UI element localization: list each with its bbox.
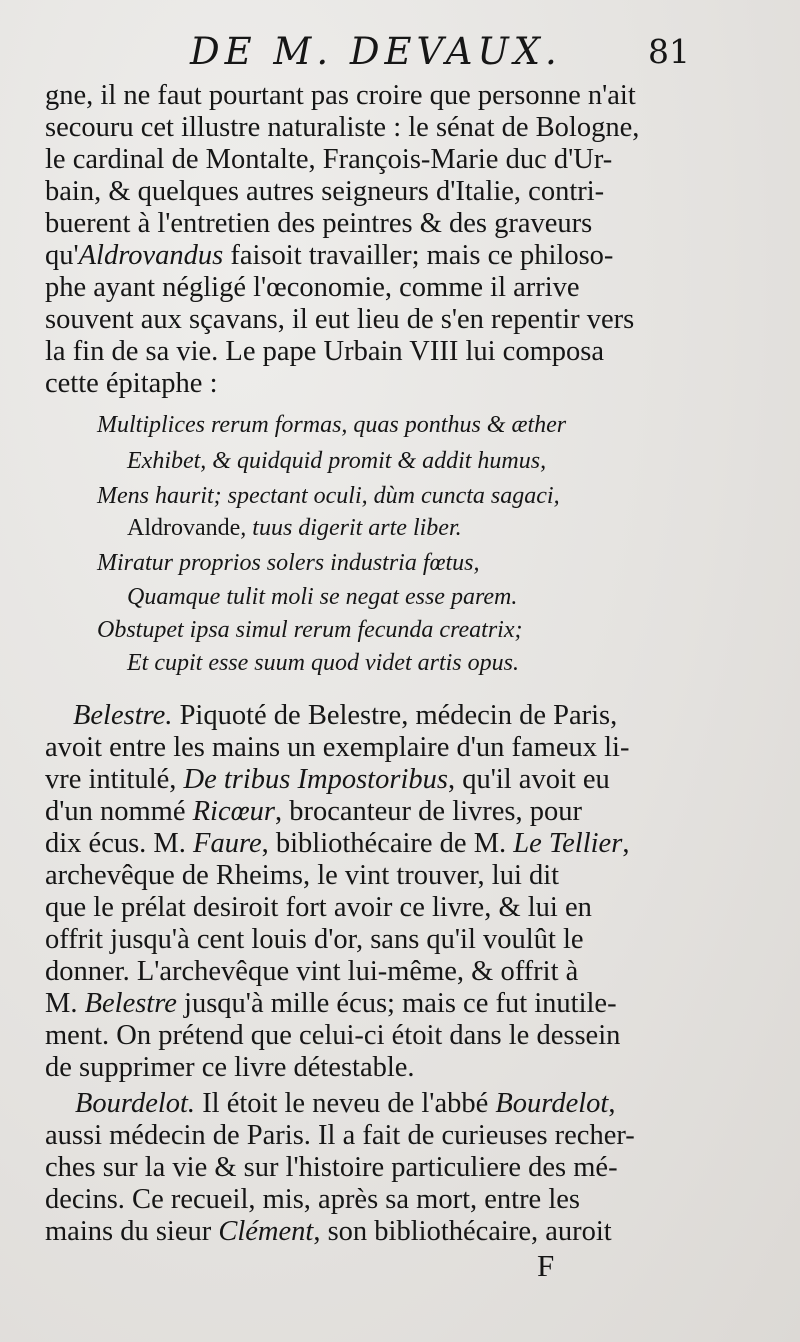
verse-line: Exhibet, & quidquid promit & addit humus, bbox=[127, 448, 547, 474]
verse-line: Et cupit esse suum quod videt artis opus. bbox=[127, 650, 519, 676]
text-fragment: , brocanteur de livres, pour bbox=[274, 796, 583, 827]
person-name-ricoeur: Ricœur bbox=[192, 796, 275, 827]
text-line: offrit jusqu'à cent louis d'or, sans qu'il voulût le bbox=[45, 924, 584, 955]
text-line: archevêque de Rheims, le vint trouver, lui dit bbox=[45, 860, 560, 891]
verse-line: Miratur proprios solers industria fœtus, bbox=[97, 550, 480, 576]
text-line bbox=[45, 988, 617, 1020]
text-line bbox=[45, 828, 629, 860]
text-line: avoit entre les mains un exemplaire d'un fameux li- bbox=[45, 732, 630, 763]
person-name-bourdelot: Bourdelot bbox=[495, 1088, 609, 1119]
text-fragment: , qu'il avoit eu bbox=[447, 764, 610, 795]
verse-line: Obstupet ipsa simul rerum fecunda creatrix; bbox=[97, 617, 523, 643]
text-line bbox=[75, 1088, 615, 1120]
person-name-aldrovande: Aldrovande bbox=[127, 515, 241, 541]
text-fragment: mains du sieur bbox=[45, 1216, 219, 1247]
verse-line: Mens haurit; spectant oculi, dùm cuncta sagaci, bbox=[97, 483, 560, 509]
person-name-faure: Faure bbox=[193, 828, 262, 859]
text-line: ches sur la vie & sur l'histoire particuliere des mé- bbox=[45, 1152, 618, 1183]
verse-line bbox=[127, 513, 462, 543]
text-fragment: d'un nommé bbox=[45, 796, 193, 827]
text-line: phe ayant négligé l'œconomie, comme il arrive bbox=[45, 272, 580, 303]
text-line: decins. Ce recueil, mis, après sa mort, entre les bbox=[45, 1184, 580, 1215]
text-fragment: Piquoté de Belestre, médecin de Paris, bbox=[172, 700, 618, 731]
text-fragment: , bbox=[622, 828, 630, 859]
book-title: De tribus Impostoribus bbox=[183, 764, 448, 795]
person-name-clement: Clément bbox=[218, 1216, 314, 1247]
entry-heading-bourdelot: Bourdelot. bbox=[75, 1088, 196, 1119]
person-name-le-tellier: Le Tellier bbox=[513, 828, 623, 859]
text-line bbox=[45, 240, 613, 272]
text-line bbox=[45, 796, 582, 828]
text-fragment: , bibliothécaire de M. bbox=[261, 828, 514, 859]
text-fragment: qu' bbox=[45, 240, 79, 271]
text-line bbox=[45, 1216, 612, 1248]
page-number: 81 bbox=[648, 32, 690, 71]
text-line: buerent à l'entretien des peintres & des graveurs bbox=[45, 208, 593, 239]
text-fragment: M. bbox=[45, 988, 85, 1019]
text-line: gne, il ne faut pourtant pas croire que personne n'ait bbox=[45, 80, 636, 111]
text-fragment: faisoit travailler; mais ce philoso- bbox=[230, 240, 614, 271]
page-header bbox=[190, 30, 690, 78]
person-name-aldrovandus: Aldrovandus bbox=[78, 240, 224, 271]
text-line: secouru cet illustre naturaliste : le sénat de Bologne, bbox=[45, 112, 640, 143]
entry-heading-belestre: Belestre. bbox=[73, 700, 173, 731]
text-fragment: , bbox=[608, 1088, 616, 1119]
text-line: souvent aux sçavans, il eut lieu de s'en repentir vers bbox=[45, 304, 635, 335]
text-line: que le prélat desiroit fort avoir ce livre, & lui en bbox=[45, 892, 592, 923]
person-name-belestre: Belestre bbox=[84, 988, 177, 1019]
text-fragment: , son bibliothécaire, auroit bbox=[313, 1216, 612, 1247]
running-title: DE M. DEVAUX. bbox=[190, 30, 562, 73]
text-line bbox=[73, 700, 617, 732]
text-line: cette épitaphe : bbox=[45, 368, 218, 399]
text-line bbox=[45, 764, 610, 796]
text-line: le cardinal de Montalte, François-Marie duc d'Ur- bbox=[45, 144, 613, 175]
text-line: bain, & quelques autres seigneurs d'Italie, contri- bbox=[45, 176, 605, 207]
text-line: donner. L'archevêque vint lui-même, & offrit à bbox=[45, 956, 579, 987]
text-fragment: jusqu'à mille écus; mais ce fut inutile- bbox=[176, 988, 617, 1019]
text-line: aussi médecin de Paris. Il a fait de curieuses recher- bbox=[45, 1120, 635, 1151]
text-fragment: , tuus digerit arte liber. bbox=[240, 515, 462, 541]
signature-mark: F bbox=[537, 1248, 555, 1283]
verse-line: Quamque tulit moli se negat esse parem. bbox=[127, 584, 518, 610]
text-line: la fin de sa vie. Le pape Urbain VIII lui composa bbox=[45, 336, 604, 367]
text-fragment: vre intitulé, bbox=[45, 764, 184, 795]
verse-line: Multiplices rerum formas, quas ponthus & æther bbox=[97, 412, 567, 438]
text-fragment: Il étoit le neveu de l'abbé bbox=[195, 1088, 496, 1119]
text-fragment: dix écus. M. bbox=[45, 828, 194, 859]
text-line: de supprimer ce livre détestable. bbox=[45, 1052, 415, 1083]
text-line: ment. On prétend que celui-ci étoit dans le dessein bbox=[45, 1020, 621, 1051]
